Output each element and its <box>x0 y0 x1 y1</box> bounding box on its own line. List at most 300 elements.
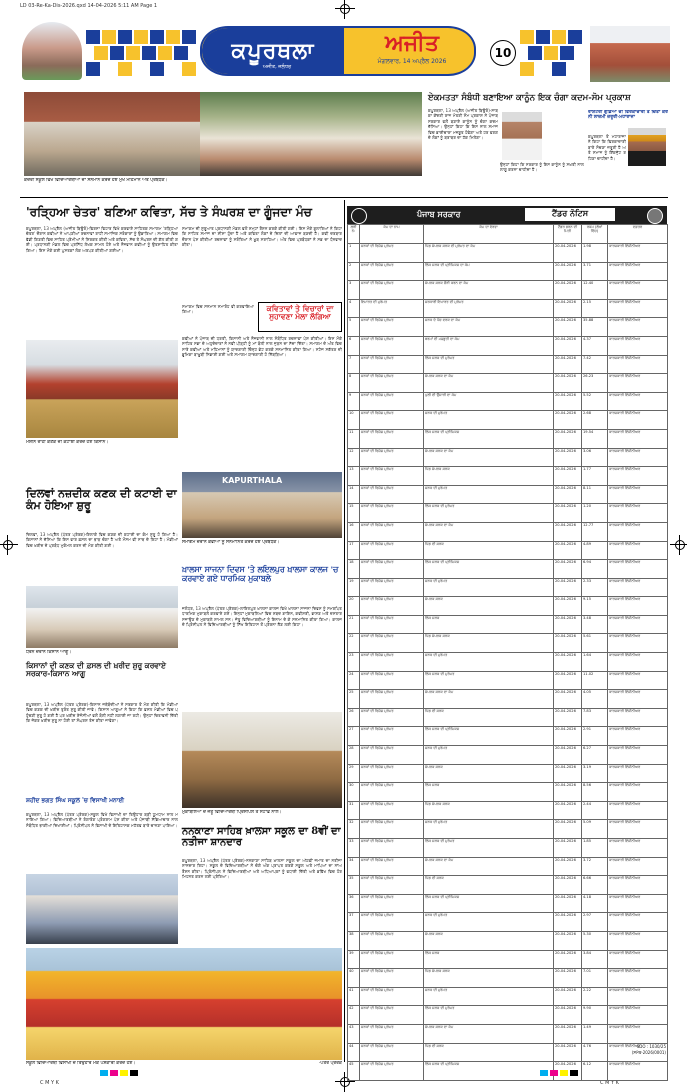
tender-cell: 5.61 <box>582 634 608 653</box>
tender-cell: ਲਿੰਕ ਸੜਕ ਦੀ ਪ੍ਰੀਮਿਕਸ ਦਾ ਕੰਮ <box>424 262 554 281</box>
tender-col-header: ਰਕਮ (ਲੱਖਾਂ ਵਿੱਚ) <box>582 225 608 244</box>
masthead-paper-title: ਅਜੀਤ <box>385 30 439 56</box>
tender-cell: 34 <box>348 857 360 876</box>
tender-row <box>348 987 668 1006</box>
header-photo-left <box>22 22 82 80</box>
tender-cell: 2.91 <box>582 727 608 746</box>
tender-cell: 20-04-2026 <box>554 746 582 765</box>
tender-cell: ਸੜਕਾਂ ਦੀ ਵਿਸ਼ੇਸ਼ ਮੁਰੰਮਤ <box>360 783 424 802</box>
tender-cell: ਕਾਰਜਕਾਰੀ ਇੰਜੀਨੀਅਰ <box>608 615 668 634</box>
slug-top: LD 03-Re-Ka-Dis-2026.qxd 14-04-2026 5:11 AM Page 1 <box>20 3 158 9</box>
tender-cell: 40 <box>348 969 360 988</box>
tender-cell: ਸੰਪਰਕ ਸੜਕ ਚੌੜੀ ਕਰਨ ਦਾ ਕੰਮ <box>424 281 554 300</box>
tender-cell: ਕਾਰਜਕਾਰੀ ਇੰਜੀਨੀਅਰ <box>608 578 668 597</box>
tender-cell: 20-04-2026 <box>554 839 582 858</box>
tender-cell: ਕਾਰਜਕਾਰੀ ਇੰਜੀਨੀਅਰ <box>608 392 668 411</box>
masthead-sub: ਅਜੀਤ, ਜਲੰਧਰ <box>262 64 292 70</box>
tender-cell: 2.68 <box>582 411 608 430</box>
tender-row <box>348 727 668 746</box>
tender-cell: ਕਾਰਜਕਾਰੀ ਇੰਜੀਨੀਅਰ <box>608 448 668 467</box>
tender-row <box>348 336 668 355</box>
tender-cell: ਸੜਕਾਂ ਦੀ ਵਿਸ਼ੇਸ਼ ਮੁਰੰਮਤ <box>360 504 424 523</box>
tender-cell: ਸੜਕਾਂ ਦੀ ਵਿਸ਼ੇਸ਼ ਮੁਰੰਮਤ <box>360 560 424 579</box>
tender-row <box>348 913 668 932</box>
tender-cell: 20-04-2026 <box>554 783 582 802</box>
tender-cell: ਕਾਰਜਕਾਰੀ ਇੰਜੀਨੀਅਰ <box>608 1043 668 1062</box>
tender-cell: 8.11 <box>582 485 608 504</box>
festival-body-col1: ਕਪੂਰਥਲਾ, 13 ਅਪ੍ਰੈਲ (ਅਜੀਤ ਬਿਊਰੋ)-ਵਿਰਸਾ ਵਿਹਾਰ ਵਿਖੇ ਕਰਵਾਏ ਸਾਹਿਤਕ ਸਮਾਗਮ 'ਰੜ੍ਹਿਆ ਚੇਤਰ' ਦੌਰਾਨ ਕਵੀਆਂ ਨੇ ਆਪਣੀਆਂ ਰਚਨਾਵਾਂ ਰਾਹੀਂ ਸਮਾਜਿਕ ਸਰੋਕਾਰਾਂ ਨੂੰ ਉਭਾਰਿਆ। ਸਮਾਗਮ ਵਿਚ ਵੱਡੀ ਗਿਣਤੀ ਵਿਚ ਸਾਹਿਤ ਪ੍ਰੇਮੀਆਂ ਨੇ ਸ਼ਿਰਕਤ ਕੀਤੀ ਅਤੇ ਕਵਿਤਾ, ਸੱਚ ਤੇ ਸੰਘਰਸ਼ ਦੀ ਗੱਲ ਕੀਤੀ ਗਈ। ਪ੍ਰਧਾਨਗੀ ਮੰਡਲ ਵਿਚ ਪ੍ਰਸਿੱਧ ਲੇਖਕ ਸ਼ਾਮਲ ਹੋਏ ਅਤੇ ਨੌਜਵਾਨ ਕਵੀਆਂ ਨੂੰ ਉਤਸ਼ਾਹਿਤ ਕੀਤਾ ਗਿਆ। ਇਸ ਮੌਕੇ ਕਈ ਪੁਸਤਕਾਂ ਲੋਕ ਅਰਪਣ ਕੀਤੀਆਂ ਗਈਆਂ। <box>26 226 178 253</box>
slug-bottom-left: C M Y K <box>40 1080 59 1086</box>
tender-table-header <box>348 225 668 244</box>
tender-cell: ਕਾਰਜਕਾਰੀ ਇੰਜੀਨੀਅਰ <box>608 857 668 876</box>
tender-cell: 39 <box>348 950 360 969</box>
tender-row <box>348 318 668 337</box>
tender-cell: ਕਾਰਜਕਾਰੀ ਇੰਜੀਨੀਅਰ <box>608 746 668 765</box>
top-story-headline: ਏਕਮਤਤਾ ਸੰਬੰਧੀ ਬਣਾਇਆ ਕਾਨੂੰਨ ਇਕ ਚੰਗਾ ਕਦਮ-ਸੋਮ ਪ੍ਰਕਾਸ਼ <box>428 93 631 103</box>
slug-bottom-right: C M Y K <box>600 1080 619 1086</box>
tender-cell: 7.83 <box>582 708 608 727</box>
tender-cell: ਸੜਕ ਦੀ ਮੁਰੰਮਤ <box>424 746 554 765</box>
tender-cell: ਸੰਪਰਕ ਸੜਕ ਦਾ ਕੰਮ <box>424 857 554 876</box>
tender-cell: ਸੜਕਾਂ ਦੀ ਵਿਸ਼ੇਸ਼ ਮੁਰੰਮਤ <box>360 876 424 895</box>
tender-row <box>348 411 668 430</box>
tender-cell: ਸੜਕਾਂ ਦੀ ਵਿਸ਼ੇਸ਼ ਮੁਰੰਮਤ <box>360 597 424 616</box>
tender-cell: 38 <box>348 931 360 950</box>
tender-footer-code: SDO : 1030/25 (ਸਮੇਤ-2026/0001) <box>631 1044 666 1055</box>
tender-cell: ਕਾਰਜਕਾਰੀ ਇੰਜੀਨੀਅਰ <box>608 541 668 560</box>
tender-cell: 7 <box>348 355 360 374</box>
tender-cell: ਸੜਕਾਂ ਦੀ ਵਿਸ਼ੇਸ਼ ਮੁਰੰਮਤ <box>360 653 424 672</box>
tender-row <box>348 690 668 709</box>
tender-row <box>348 522 668 541</box>
tender-row <box>348 485 668 504</box>
tender-row <box>348 504 668 523</box>
tender-cell: 20-04-2026 <box>554 913 582 932</box>
tender-col-header: ਕੰਮ ਦਾ ਨਾਮ <box>360 225 424 244</box>
tender-cell: 3.48 <box>582 615 608 634</box>
tender-cell: 6.94 <box>582 560 608 579</box>
tender-cell: ਕਾਰਜਕਾਰੀ ਇੰਜੀਨੀਅਰ <box>608 783 668 802</box>
tender-cell: 43 <box>348 1024 360 1043</box>
tender-cell: ਸੜਕ ਦੇ ਪੈਚ ਵਰਕ ਦਾ ਕੰਮ <box>424 318 554 337</box>
tender-cell: ਪਿੰਡ ਸੰਪਰਕ ਸੜਕ <box>424 801 554 820</box>
tender-cell: 1.64 <box>582 653 608 672</box>
tender-cell: 8 <box>348 374 360 393</box>
school-festival-caption: ਸਕੂਲ ਵਿਦਿਆਰਥੀ ਵਿਸਾਖੀ ਦੇ ਤਿਉਹਾਰ ਮੌਕੇ ਪੇਸ਼ਕਾਰੀ ਕਰਦੇ ਹੋਏ। <box>26 1061 136 1066</box>
tender-row <box>348 839 668 858</box>
tender-cell: 12.40 <box>582 281 608 300</box>
tender-cell: 20-04-2026 <box>554 504 582 523</box>
tender-cell: ਸੜਕ ਦੀ ਮੁਰੰਮਤ <box>424 578 554 597</box>
group-photo-caption: ਕੇਂਦਰੀ ਸਕੂਲ ਵਿਖੇ ਵਿਦਿਆਰਥੀਆਂ ਦਾ ਸਨਮਾਨ ਕਰਦੇ ਹੋਏ ਮੁੱਖ ਮਹਿਮਾਨ ਅਤੇ ਪ੍ਰਬੰਧਕ। <box>24 178 168 183</box>
tender-row <box>348 597 668 616</box>
tender-cell: 20-04-2026 <box>554 578 582 597</box>
result-photo <box>26 874 178 944</box>
tender-cell: 2.22 <box>582 987 608 1006</box>
side-note-portrait <box>628 128 666 166</box>
tender-cell: 25 <box>348 690 360 709</box>
tender-cell: ਕਾਰਜਕਾਰੀ ਇੰਜੀਨੀਅਰ <box>608 987 668 1006</box>
header-photo-right <box>590 26 670 82</box>
tender-cell: ਸੰਪਰਕ ਸੜਕ ਦਾ ਕੰਮ <box>424 374 554 393</box>
festival-boxed-headline: ਕਵਿਤਾਵਾਂ ਤੇ ਵਿਚਾਰਾਂ ਦਾ ਸੁਹਾਵਣਾ ਮੇਲਾ ਲੱਗਿਆ <box>258 302 342 332</box>
tender-cell: ਸੜਕਾਂ ਦੀ ਵਿਸ਼ੇਸ਼ ਮੁਰੰਮਤ <box>360 1043 424 1062</box>
tender-cell: 18 <box>348 560 360 579</box>
tender-cell: ਸੰਪਰਕ ਸੜਕ ਦਾ ਕੰਮ <box>424 1024 554 1043</box>
tender-cell: ਕਾਰਜਕਾਰੀ ਇੰਜੀਨੀਅਰ <box>608 374 668 393</box>
tender-cell: ਕਾਰਜਕਾਰੀ ਇੰਜੀਨੀਅਰ <box>608 336 668 355</box>
header-tile-strip-left <box>86 30 196 74</box>
tender-cell: 1 <box>348 244 360 263</box>
tender-cell: 13 <box>348 467 360 486</box>
tender-cell: ਬਰਮਾਂ ਦੀ ਮਜ਼ਬੂਤੀ ਦਾ ਕੰਮ <box>424 336 554 355</box>
tender-cell: ਸੜਕਾਂ ਦੀ ਵਿਸ਼ੇਸ਼ ਮੁਰੰਮਤ <box>360 244 424 263</box>
tender-cell: ਸੰਪਰਕ ਸੜਕ <box>424 597 554 616</box>
tender-cell: ਕਾਰਜਕਾਰੀ ਇੰਜੀਨੀਅਰ <box>608 485 668 504</box>
crop-mark-top <box>340 4 350 14</box>
tender-cell: ਸੜਕਾਂ ਦੀ ਵਿਸ਼ੇਸ਼ ਮੁਰੰਮਤ <box>360 950 424 969</box>
tender-cell: 20-04-2026 <box>554 355 582 374</box>
tender-title: ਟੈਂਡਰ ਨੋਟਿਸ <box>525 208 615 221</box>
tender-cell: 4.89 <box>582 541 608 560</box>
tender-cell: ਕਾਰਜਕਾਰੀ ਇੰਜੀਨੀਅਰ <box>608 318 668 337</box>
festival-headline: 'ਰੜ੍ਹਿਆ ਚੇਤਰ' ਬਣਿਆ ਕਵਿਤਾ, ਸੱਚ ਤੇ ਸੰਘਰਸ਼ ਦਾ ਗੂੰਜਦਾ ਮੰਚ <box>26 205 312 219</box>
tender-cell: ਪਿੰਡ ਦੀ ਸੜਕ <box>424 541 554 560</box>
tender-cell: 22 <box>348 634 360 653</box>
sub-body: ਕਪੂਰਥਲਾ, 13 ਅਪ੍ਰੈਲ (ਪੱਤਰ ਪ੍ਰੇਰਕ)-ਸਕੂਲ ਵਿਖੇ ਵਿਸਾਖੀ ਦਾ ਤਿਉਹਾਰ ਬੜੀ ਧੂਮਧਾਮ ਨਾਲ ਮਨਾਇਆ ਗਿਆ। ਵਿਦਿਆਰਥੀਆਂ ਨੇ ਰੰਗਾਰੰਗ ਪ੍ਰੋਗਰਾਮ ਪੇਸ਼ ਕੀਤਾ ਅਤੇ ਪੰਜਾਬੀ ਸੱਭਿਆਚਾਰ ਨਾਲ ਸੰਬੰਧਿਤ ਝਾਕੀਆਂ ਦਿਖਾਈਆਂ। ਪ੍ਰਿੰਸੀਪਲ ਨੇ ਵਿਸਾਖੀ ਦੇ ਇਤਿਹਾਸਕ ਮਹੱਤਵ ਬਾਰੇ ਚਾਨਣਾ ਪਾਇਆ। <box>26 812 178 828</box>
tender-cell: 17 <box>348 541 360 560</box>
tender-cell: 21 <box>348 615 360 634</box>
farmers-photo <box>26 586 178 648</box>
tender-cell: 16 <box>348 522 360 541</box>
tender-cell: 2.15 <box>582 299 608 318</box>
tender-cell: 1.77 <box>582 467 608 486</box>
masthead <box>200 26 476 76</box>
farmers-headline: ਕਿਸਾਨਾਂ ਦੀ ਕਣਕ ਦੀ ਫ਼ਸਲ ਦੀ ਖ਼ਰੀਦ ਸ਼ੁਰੂ ਕਰਵਾਏ ਸਰਕਾਰ-ਕਿਸਾਨ ਆਗੂ <box>26 661 166 679</box>
tender-cell: 4.05 <box>582 690 608 709</box>
tender-cell: ਸੜਕਾਂ ਦੀ ਵਿਸ਼ੇਸ਼ ਮੁਰੰਮਤ <box>360 764 424 783</box>
tender-cell: ਸੜਕਾਂ ਦੀ ਵਿਸ਼ੇਸ਼ ਮੁਰੰਮਤ <box>360 392 424 411</box>
tender-cell: 9.15 <box>582 597 608 616</box>
tender-cell: ਕਾਰਜਕਾਰੀ ਇੰਜੀਨੀਅਰ <box>608 913 668 932</box>
tender-cell: ਸੜਕਾਂ ਦੀ ਵਿਸ਼ੇਸ਼ ਮੁਰੰਮਤ <box>360 727 424 746</box>
tender-row <box>348 764 668 783</box>
tender-header <box>347 206 667 224</box>
side-note-headline: ਰਾਸ਼ਟਰੀ ਗੁੰਡਿਆਂ ਦੀ ਫਿਰਕਾਦਾਰੀ ਤੇ ਚਿੰਤਾ ਕਰਨੀ ਲਾਜ਼ਮੀ ਜ਼ਰੂਰੀ-ਮਹਾਰਾਜਾ <box>588 110 668 121</box>
tender-cell: 20-04-2026 <box>554 1006 582 1025</box>
tender-cell: 20-04-2026 <box>554 448 582 467</box>
tender-cell: ਸੜਕਾਂ ਦੀ ਵਿਸ਼ੇਸ਼ ਮੁਰੰਮਤ <box>360 262 424 281</box>
tender-cell: 20-04-2026 <box>554 1043 582 1062</box>
tender-cell: ਸੜਕਾਂ ਦੀ ਵਿਸ਼ੇਸ਼ ਮੁਰੰਮਤ <box>360 429 424 448</box>
group-photo-2 <box>200 92 422 176</box>
tender-cell: 44 <box>348 1043 360 1062</box>
tender-cell: ਕਾਰਜਕਾਰੀ ਇੰਜੀਨੀਅਰ <box>608 1062 668 1081</box>
tender-cell: ਕਾਰਜਕਾਰੀ ਇੰਜੀਨੀਅਰ <box>608 969 668 988</box>
kapurthala-banner: KAPURTHALA <box>222 476 283 485</box>
tender-cell: 20-04-2026 <box>554 1024 582 1043</box>
tender-cell: 3.71 <box>582 262 608 281</box>
tender-cell: 3 <box>348 281 360 300</box>
tender-row <box>348 634 668 653</box>
tender-cell: 20 <box>348 597 360 616</box>
festival-body-col3: ਸਮਾਗਮ ਵਿਚ ਸਨਮਾਨ ਸਮਾਰੋਹ ਵੀ ਕਰਵਾਇਆ ਗਿਆ। <box>182 304 254 315</box>
tender-cell: ਕਾਰਜਕਾਰੀ ਇੰਜੀਨੀਅਰ <box>608 634 668 653</box>
tender-cell: ਸੜਕਾਂ ਦੀ ਵਿਸ਼ੇਸ਼ ਮੁਰੰਮਤ <box>360 318 424 337</box>
khalsa-body: ਜਲੰਧਰ, 13 ਅਪ੍ਰੈਲ (ਪੱਤਰ ਪ੍ਰੇਰਕ)-ਲਾਇਲਪੁਰ ਖ਼ਾਲਸਾ ਕਾਲਜ ਵਿਖੇ ਖ਼ਾਲਸਾ ਸਾਜਨਾ ਦਿਵਸ ਨੂੰ ਸਮਰਪਿਤ ਧਾਰਮਿਕ ਮੁਕਾਬਲੇ ਕਰਵਾਏ ਗਏ। ਇਨ੍ਹਾਂ ਮੁਕਾਬਲਿਆਂ ਵਿਚ ਸ਼ਬਦ ਗਾਇਨ, ਕਵੀਸ਼ਰੀ, ਭਾਸ਼ਣ ਅਤੇ ਦਸਤਾਰ ਸਜਾਉਣ ਦੇ ਮੁਕਾਬਲੇ ਸ਼ਾਮਲ ਸਨ। ਜੇਤੂ ਵਿਦਿਆਰਥੀਆਂ ਨੂੰ ਇਨਾਮ ਦੇ ਕੇ ਸਨਮਾਨਿਤ ਕੀਤਾ ਗਿਆ। ਕਾਲਜ ਦੇ ਪ੍ਰਿੰਸੀਪਲ ਨੇ ਵਿਦਿਆਰਥੀਆਂ ਨੂੰ ਸਿੱਖ ਇਤਿਹਾਸ ਤੋਂ ਪ੍ਰੇਰਨਾ ਲੈਣ ਲਈ ਕਿਹਾ। <box>182 606 342 628</box>
tender-cell: ਸੜਕਾਂ ਦੀ ਵਿਸ਼ੇਸ਼ ਮੁਰੰਮਤ <box>360 374 424 393</box>
tender-cell: ਕਾਰਜਕਾਰੀ ਇੰਜੀਨੀਅਰ <box>608 931 668 950</box>
tender-row <box>348 429 668 448</box>
tender-cell: ਸੰਪਰਕ ਸੜਕ <box>424 931 554 950</box>
rule-column <box>344 200 345 1062</box>
farmers-photo-caption: ਧਰਨੇ ਦੌਰਾਨ ਕਿਸਾਨ ਆਗੂ। <box>26 650 72 655</box>
festival-body-col2: ਸਮਾਗਮ ਦੀ ਸ਼ੁਰੂਆਤ ਪ੍ਰਧਾਨਗੀ ਮੰਡਲ ਵਲੋਂ ਸ਼ਮ੍ਹਾਂ ਰੌਸ਼ਨ ਕਰਕੇ ਕੀਤੀ ਗਈ। ਇਸ ਮੌਕੇ ਬੁਲਾਰਿਆਂ ਨੇ ਕਿਹਾ ਕਿ ਸਾਹਿਤ ਸਮਾਜ ਦਾ ਸ਼ੀਸ਼ਾ ਹੁੰਦਾ ਹੈ ਅਤੇ ਕਵਿਤਾ ਲੋਕਾਂ ਦੇ ਦਿਲਾਂ ਦੀ ਆਵਾਜ਼ ਬਣਦੀ ਹੈ। ਕਵੀ ਦਰਬਾਰ ਦੌਰਾਨ ਪੇਸ਼ ਕੀਤੀਆਂ ਰਚਨਾਵਾਂ ਨੂੰ ਸਰੋਤਿਆਂ ਨੇ ਖ਼ੂਬ ਸਰਾਹਿਆ। ਅੰਤ ਵਿਚ ਪ੍ਰਬੰਧਕਾਂ ਨੇ ਸਭ ਦਾ ਧੰਨਵਾਦ ਕੀਤਾ। <box>182 226 342 248</box>
tender-cell: 5.09 <box>582 820 608 839</box>
tender-cell: 20-04-2026 <box>554 411 582 430</box>
tender-cell: 35.88 <box>582 318 608 337</box>
tender-cell: 20-04-2026 <box>554 727 582 746</box>
tender-col-header: ਟੈਂਡਰ ਭਰਨ ਦੀ ਮਿਤੀ <box>554 225 582 244</box>
tender-cell: 2.44 <box>582 801 608 820</box>
tender-cell: 4 <box>348 299 360 318</box>
tender-cell: ਕਾਰਜਕਾਰੀ ਇੰਜੀਨੀਅਰ <box>608 801 668 820</box>
farmers-body: ਕਪੂਰਥਲਾ, 13 ਅਪ੍ਰੈਲ (ਪੱਤਰ ਪ੍ਰੇਰਕ)-ਕਿਸਾਨ ਜਥੇਬੰਦੀਆਂ ਨੇ ਸਰਕਾਰ ਤੋਂ ਮੰਗ ਕੀਤੀ ਕਿ ਮੰਡੀਆਂ ਵਿਚ ਕਣਕ ਦੀ ਖ਼ਰੀਦ ਤੁਰੰਤ ਸ਼ੁਰੂ ਕੀਤੀ ਜਾਵੇ। ਕਿਸਾਨ ਆਗੂਆਂ ਨੇ ਕਿਹਾ ਕਿ ਫ਼ਸਲ ਮੰਡੀਆਂ ਵਿਚ ਪਹੁੰਚਣੀ ਸ਼ੁਰੂ ਹੋ ਗਈ ਹੈ ਪਰ ਖ਼ਰੀਦ ਏਜੰਸੀਆਂ ਵਲੋਂ ਬੋਲੀ ਨਹੀਂ ਲਗਾਈ ਜਾ ਰਹੀ। ਉਨ੍ਹਾਂ ਚਿਤਾਵਨੀ ਦਿੱਤੀ ਕਿ ਜੇਕਰ ਖ਼ਰੀਦ ਸ਼ੁਰੂ ਨਾ ਹੋਈ ਤਾਂ ਸੰਘਰਸ਼ ਤੇਜ਼ ਕੀਤਾ ਜਾਵੇਗਾ। <box>26 702 178 724</box>
wheat-photo-caption: ਮਸ਼ੀਨ ਰਾਹੀਂ ਕਣਕ ਦੀ ਕਟਾਈ ਕਰਦੇ ਹੋਏ ਕਿਸਾਨ। <box>26 440 109 445</box>
tender-rows <box>348 244 668 1081</box>
tender-cell: 2.33 <box>582 578 608 597</box>
tender-cell: 26.23 <box>582 374 608 393</box>
tender-row <box>348 783 668 802</box>
tender-cell: ਲਿੰਕ ਸੜਕ <box>424 783 554 802</box>
tender-col-header: ਦਫ਼ਤਰ <box>608 225 668 244</box>
tender-cell: ਕਾਰਜਕਾਰੀ ਇੰਜੀਨੀਅਰ <box>608 894 668 913</box>
tender-cell: ਲਿੰਕ ਸੜਕ ਦੀ ਮੁਰੰਮਤ <box>424 355 554 374</box>
wheat-body: ਦਿਲਵਾਂ, 13 ਅਪ੍ਰੈਲ (ਪੱਤਰ ਪ੍ਰੇਰਕ)-ਇਲਾਕੇ ਵਿਚ ਕਣਕ ਦੀ ਕਟਾਈ ਦਾ ਕੰਮ ਸ਼ੁਰੂ ਹੋ ਗਿਆ ਹੈ। ਕਿਸਾਨਾਂ ਨੇ ਦੱਸਿਆ ਕਿ ਇਸ ਵਾਰ ਫ਼ਸਲ ਦਾ ਝਾੜ ਚੰਗਾ ਹੈ ਅਤੇ ਮੌਸਮ ਵੀ ਸਾਥ ਦੇ ਰਿਹਾ ਹੈ। ਮੰਡੀਆਂ ਵਿਚ ਖ਼ਰੀਦ ਦੇ ਪ੍ਰਬੰਧ ਮੁਕੰਮਲ ਕਰਨ ਦੀ ਮੰਗ ਕੀਤੀ ਗਈ। <box>26 532 178 548</box>
tender-cell: 32 <box>348 820 360 839</box>
tender-cell: ਸੜਕਾਂ ਦੀ ਵਿਸ਼ੇਸ਼ ਮੁਰੰਮਤ <box>360 1006 424 1025</box>
tender-cell: ਕਾਰਜਕਾਰੀ ਇੰਜੀਨੀਅਰ <box>608 244 668 263</box>
tender-cell: 20-04-2026 <box>554 281 582 300</box>
tender-cell: 20-04-2026 <box>554 894 582 913</box>
tender-cell: ਸੜਕਾਂ ਦੀ ਵਿਸ਼ੇਸ਼ ਮੁਰੰਮਤ <box>360 578 424 597</box>
tender-cell: ਪਿੰਡ ਦੀ ਸੜਕ <box>424 876 554 895</box>
tender-cell: ਸੜਕਾਂ ਦੀ ਵਿਸ਼ੇਸ਼ ਮੁਰੰਮਤ <box>360 931 424 950</box>
tender-cell: ਕਾਰਜਕਾਰੀ ਇੰਜੀਨੀਅਰ <box>608 597 668 616</box>
tender-cell: 20-04-2026 <box>554 764 582 783</box>
tender-cell: ਕਾਰਜਕਾਰੀ ਇੰਜੀਨੀਅਰ <box>608 504 668 523</box>
tender-cell: 20-04-2026 <box>554 336 582 355</box>
tender-cell: 20-04-2026 <box>554 429 582 448</box>
tender-cell: ਲਿੰਕ ਸੜਕ ਦੀ ਪ੍ਰੀਮਿਕਸ <box>424 429 554 448</box>
tender-cell: ਲਿੰਕ ਸੜਕ ਦੀ ਪ੍ਰੀਮਿਕਸ <box>424 560 554 579</box>
tender-cell: 31 <box>348 801 360 820</box>
tender-cell: 36 <box>348 894 360 913</box>
tender-cell: ਪਿੰਡ ਸੰਪਰਕ ਸੜਕ ਦੀ ਮੁਰੰਮਤ ਦਾ ਕੰਮ <box>424 244 554 263</box>
tender-cell: ਸੜਕਾਂ ਦੀ ਵਿਸ਼ੇਸ਼ ਮੁਰੰਮਤ <box>360 894 424 913</box>
tender-cell: 11.02 <box>582 671 608 690</box>
color-swatch-black <box>570 1070 578 1076</box>
tender-cell: ਕਾਰਜਕਾਰੀ ਇੰਜੀਨੀਅਰ <box>608 708 668 727</box>
tender-cell: 20-04-2026 <box>554 1062 582 1081</box>
tender-cell: ਕਾਰਜਕਾਰੀ ਇੰਜੀਨੀਅਰ <box>608 653 668 672</box>
tender-cell: 20-04-2026 <box>554 987 582 1006</box>
festival-body-col4: ਕਵੀਆਂ ਨੇ ਪੰਜਾਬ ਦੀ ਧਰਤੀ, ਕਿਸਾਨੀ ਅਤੇ ਨੌਜਵਾਨੀ ਨਾਲ ਸੰਬੰਧਿਤ ਰਚਨਾਵਾਂ ਪੇਸ਼ ਕੀਤੀਆਂ। ਇਸ ਮੌਕੇ ਸਾਹਿਤ ਸਭਾ ਦੇ ਅਹੁਦੇਦਾਰਾਂ ਨੇ ਨਵੀਂ ਪੀੜ੍ਹੀ ਨੂੰ ਮਾਂ ਬੋਲੀ ਨਾਲ ਜੁੜਨ ਦਾ ਸੱਦਾ ਦਿੱਤਾ। ਸਮਾਗਮ ਦੇ ਅੰਤ ਵਿਚ ਸਾਰੇ ਕਵੀਆਂ ਅਤੇ ਮਹਿਮਾਨਾਂ ਨੂੰ ਯਾਦਗਾਰੀ ਚਿੰਨ੍ਹ ਭੇਟ ਕਰਕੇ ਸਨਮਾਨਿਤ ਕੀਤਾ ਗਿਆ। ਸਟੇਜ ਸਕੱਤਰ ਦੀ ਭੂਮਿਕਾ ਬਾਖ਼ੂਬੀ ਨਿਭਾਈ ਗਈ ਅਤੇ ਸਮਾਗਮ ਯਾਦਗਾਰੀ ਹੋ ਨਿੱਬੜਿਆ। <box>182 336 342 358</box>
tender-table <box>347 224 668 1081</box>
tender-cell: 30 <box>348 783 360 802</box>
tender-cell: ਕਾਰਜਕਾਰੀ ਇੰਜੀਨੀਅਰ <box>608 820 668 839</box>
tender-cell: ਲਿੰਕ ਸੜਕ ਦੀ ਪ੍ਰੀਮਿਕਸ <box>424 727 554 746</box>
tender-cell: 1.98 <box>582 244 608 263</box>
tender-cell: 20-04-2026 <box>554 820 582 839</box>
school-festival-byline: -ਪੱਤਰ ਪ੍ਰੇਰਕ <box>318 1061 342 1066</box>
tender-cell: 20-04-2026 <box>554 708 582 727</box>
tender-row <box>348 244 668 263</box>
tender-cell: 11 <box>348 429 360 448</box>
tender-cell: 20-04-2026 <box>554 857 582 876</box>
tender-cell: ਸੜਕ ਦੀ ਮੁਰੰਮਤ <box>424 987 554 1006</box>
tender-cell: ਪਿੰਡ ਦੀ ਸੜਕ <box>424 708 554 727</box>
tender-cell: 23 <box>348 653 360 672</box>
tender-cell: 3.06 <box>582 448 608 467</box>
result-headline: ਨਨਕਾਣਾ ਸਾਹਿਬ ਖ਼ਾਲਸਾ ਸਕੂਲ ਦਾ 8ਵੀਂ ਦਾ ਨਤੀਜਾ ਸ਼ਾਨਦਾਰ <box>182 826 341 848</box>
tender-cell: 5.30 <box>582 931 608 950</box>
tender-cell: ਸੜਕਾਂ ਦੀ ਵਿਸ਼ੇਸ਼ ਮੁਰੰਮਤ <box>360 857 424 876</box>
top-story-body: ਕਪੂਰਥਲਾ, 13 ਅਪ੍ਰੈਲ (ਅਜੀਤ ਬਿਊਰੋ)-ਸਾਬਕਾ ਕੇਂਦਰੀ ਰਾਜ ਮੰਤਰੀ ਸੋਮ ਪ੍ਰਕਾਸ਼ ਨੇ ਪੰਜਾਬ ਸਰਕਾਰ ਵਲੋਂ ਬਣਾਏ ਕਾਨੂੰਨ ਨੂੰ ਚੰਗਾ ਕਦਮ ਦੱਸਿਆ। ਉਨ੍ਹਾਂ ਕਿਹਾ ਕਿ ਇਸ ਨਾਲ ਸਮਾਜ ਵਿਚ ਭਾਈਚਾਰਾ ਮਜ਼ਬੂਤ ਹੋਵੇਗਾ ਅਤੇ ਹਰ ਵਰਗ ਦੇ ਲੋਕਾਂ ਨੂੰ ਬਰਾਬਰ ਦਾ ਹੱਕ ਮਿਲੇਗਾ। <box>428 108 498 141</box>
tender-col-header: ਕੰਮ ਦਾ ਵੇਰਵਾ <box>424 225 554 244</box>
tender-cell: ਸੜਕਾਂ ਦੀ ਵਿਸ਼ੇਸ਼ ਮੁਰੰਮਤ <box>360 355 424 374</box>
tender-row <box>348 541 668 560</box>
tender-cell: 8.56 <box>582 783 608 802</box>
tender-cell: ਸੜਕ ਦੀ ਮੁਰੰਮਤ <box>424 820 554 839</box>
tender-cell: 7.42 <box>582 355 608 374</box>
tender-row <box>348 448 668 467</box>
crop-mark-left <box>3 540 13 550</box>
tender-cell: ਸੰਪਰਕ ਸੜਕ ਦਾ ਕੰਮ <box>424 448 554 467</box>
tender-cell: 9.90 <box>582 1006 608 1025</box>
tender-cell: ਸੜਕਾਂ ਦੀ ਵਿਸ਼ੇਸ਼ ਮੁਰੰਮਤ <box>360 969 424 988</box>
page-number: 10 <box>490 40 516 66</box>
tender-cell: 20-04-2026 <box>554 950 582 969</box>
tender-cell: ਪਿੰਡ ਸੰਪਰਕ ਸੜਕ <box>424 969 554 988</box>
tender-cell: 6.12 <box>582 1062 608 1081</box>
tender-row <box>348 708 668 727</box>
tender-row <box>348 299 668 318</box>
tender-cell: ਇਮਾਰਤ ਦੀ ਮੁਰੰਮਤ <box>360 299 424 318</box>
tender-cell: 20-04-2026 <box>554 392 582 411</box>
tender-cell: 14 <box>348 485 360 504</box>
tender-cell: 20-04-2026 <box>554 299 582 318</box>
tender-cell: 42 <box>348 1006 360 1025</box>
color-swatch-cyan <box>540 1070 548 1076</box>
tender-govt-label: ਪੰਜਾਬ ਸਰਕਾਰ <box>417 209 461 219</box>
tender-cell: ਸੜਕਾਂ ਦੀ ਵਿਸ਼ੇਸ਼ ਮੁਰੰਮਤ <box>360 281 424 300</box>
tender-cell: ਸੜਕਾਂ ਦੀ ਵਿਸ਼ੇਸ਼ ਮੁਰੰਮਤ <box>360 839 424 858</box>
tender-cell: 26 <box>348 708 360 727</box>
tender-cell: 15 <box>348 504 360 523</box>
school-festival-photo <box>26 948 342 1060</box>
tender-cell: ਕਾਰਜਕਾਰੀ ਇੰਜੀਨੀਅਰ <box>608 299 668 318</box>
top-story-portrait <box>502 112 542 160</box>
tender-cell: 41 <box>348 987 360 1006</box>
tender-cell: ਸੜਕਾਂ ਦੀ ਵਿਸ਼ੇਸ਼ ਮੁਰੰਮਤ <box>360 671 424 690</box>
tender-cell: 24 <box>348 671 360 690</box>
tender-cell: ਲਿੰਕ ਸੜਕ ਦੀ ਪ੍ਰੀਮਿਕਸ <box>424 894 554 913</box>
tender-row <box>348 392 668 411</box>
tender-cell: ਕਾਰਜਕਾਰੀ ਇੰਜੀਨੀਅਰ <box>608 411 668 430</box>
tender-cell: 1.85 <box>582 839 608 858</box>
tender-cell: 20-04-2026 <box>554 374 582 393</box>
group-photo-1 <box>24 92 200 176</box>
wheat-harvest-photo <box>26 340 178 438</box>
tender-cell: ਸੜਕਾਂ ਦੀ ਵਿਸ਼ੇਸ਼ ਮੁਰੰਮਤ <box>360 467 424 486</box>
tender-cell: ਪਿੰਡ ਸੰਪਰਕ ਸੜਕ <box>424 634 554 653</box>
wheat-headline: ਦਿਲਵਾਂ ਨਜ਼ਦੀਕ ਕਣਕ ਦੀ ਕਟਾਈ ਦਾ ਕੰਮ ਹੋਇਆ ਸ਼ੁਰੂ <box>26 487 177 513</box>
tender-cell: 5.52 <box>582 392 608 411</box>
tender-row <box>348 876 668 895</box>
tender-cell: ਪਿੰਡ ਸੰਪਰਕ ਸੜਕ <box>424 467 554 486</box>
tender-cell: 20-04-2026 <box>554 931 582 950</box>
tender-cell: 5 <box>348 318 360 337</box>
tender-cell: ਸੜਕਾਂ ਦੀ ਵਿਸ਼ੇਸ਼ ਮੁਰੰਮਤ <box>360 522 424 541</box>
rule-top <box>20 197 668 198</box>
tender-cell: ਕਾਰਜਕਾਰੀ ਇੰਜੀਨੀਅਰ <box>608 467 668 486</box>
tender-cell: ਕਾਰਜਕਾਰੀ ਇੰਜੀਨੀਅਰ <box>608 876 668 895</box>
tender-cell: ਸੜਕਾਂ ਦੀ ਵਿਸ਼ੇਸ਼ ਮੁਰੰਮਤ <box>360 801 424 820</box>
color-swatch-cyan <box>100 1070 108 1076</box>
tender-row <box>348 1024 668 1043</box>
tender-cell: 12 <box>348 448 360 467</box>
tender-cell: 20-04-2026 <box>554 801 582 820</box>
tender-cell: ਸੰਪਰਕ ਸੜਕ <box>424 764 554 783</box>
tender-row <box>348 374 668 393</box>
tender-cell: 35 <box>348 876 360 895</box>
tender-cell: 29 <box>348 764 360 783</box>
tender-row <box>348 355 668 374</box>
tender-cell: ਸਰਕਾਰੀ ਇਮਾਰਤ ਦੀ ਮੁਰੰਮਤ <box>424 299 554 318</box>
tender-cell: ਸੜਕਾਂ ਦੀ ਵਿਸ਼ੇਸ਼ ਮੁਰੰਮਤ <box>360 690 424 709</box>
tender-cell: ਕਾਰਜਕਾਰੀ ਇੰਜੀਨੀਅਰ <box>608 262 668 281</box>
tender-cell: ਕਾਰਜਕਾਰੀ ਇੰਜੀਨੀਅਰ <box>608 950 668 969</box>
tender-cell: ਸੜਕਾਂ ਦੀ ਵਿਸ਼ੇਸ਼ ਮੁਰੰਮਤ <box>360 913 424 932</box>
tender-cell: 20-04-2026 <box>554 541 582 560</box>
tender-cell: ਸੜਕਾਂ ਦੀ ਵਿਸ਼ੇਸ਼ ਮੁਰੰਮਤ <box>360 615 424 634</box>
tender-cell: ਸੰਪਰਕ ਸੜਕ ਦਾ ਕੰਮ <box>424 522 554 541</box>
tender-cell: 10 <box>348 411 360 430</box>
kapurthala-event-photo <box>182 472 342 538</box>
tender-cell: 6.27 <box>582 746 608 765</box>
tender-row <box>348 560 668 579</box>
tender-cell: 20-04-2026 <box>554 244 582 263</box>
tender-cell: ਸੜਕਾਂ ਦੀ ਵਿਸ਼ੇਸ਼ ਮੁਰੰਮਤ <box>360 411 424 430</box>
tender-cell: 20-04-2026 <box>554 485 582 504</box>
tender-cell: ਕਾਰਜਕਾਰੀ ਇੰਜੀਨੀਅਰ <box>608 560 668 579</box>
tender-cell: 28 <box>348 746 360 765</box>
header-tile-strip-right <box>520 30 584 74</box>
tender-cell: ਕਾਰਜਕਾਰੀ ਇੰਜੀਨੀਅਰ <box>608 839 668 858</box>
tender-cell: 20-04-2026 <box>554 522 582 541</box>
tender-row <box>348 894 668 913</box>
tender-cell: 12.77 <box>582 522 608 541</box>
tender-cell: ਕਾਰਜਕਾਰੀ ਇੰਜੀਨੀਅਰ <box>608 522 668 541</box>
tender-cell: ਸੜਕਾਂ ਦੀ ਵਿਸ਼ੇਸ਼ ਮੁਰੰਮਤ <box>360 987 424 1006</box>
tender-cell: 20-04-2026 <box>554 634 582 653</box>
tender-cell: ਪੁਲੀ ਦੀ ਉਸਾਰੀ ਦਾ ਕੰਮ <box>424 392 554 411</box>
khalsa-photo <box>182 712 342 808</box>
tender-cell: 33 <box>348 839 360 858</box>
tender-cell: ਸੜਕਾਂ ਦੀ ਵਿਸ਼ੇਸ਼ ਮੁਰੰਮਤ <box>360 1024 424 1043</box>
tender-cell: ਲਿੰਕ ਸੜਕ ਦੀ ਪ੍ਰੀਮਿਕਸ <box>424 1062 554 1081</box>
